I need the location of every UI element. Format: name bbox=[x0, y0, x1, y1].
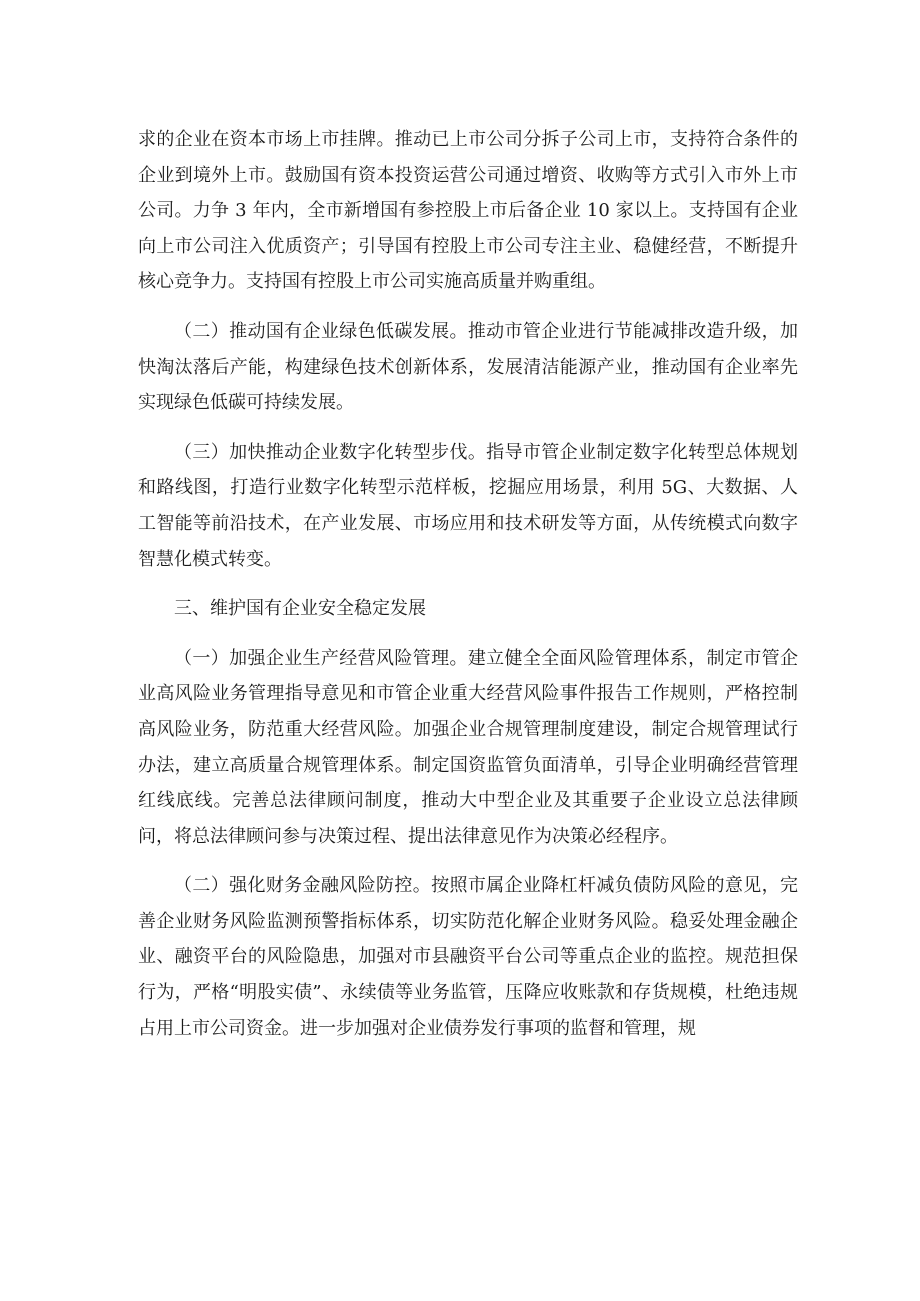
section-heading-safety-stability: 三、维护国有企业安全稳定发展 bbox=[174, 598, 426, 620]
paragraph-financial-risk: （二）强化财务金融风险防控。按照市属企业降杠杆减负债防风险的意见，完善企业财务风险监测预警指标体系，切实防范化解企业财务风险。稳妥处理金融企业、融资平台的风险隐患，加强对市县融资平台公司等重点企业的监控。规范担保行为，严格“明股实债”、永续债等业务监管，压降应收账款和存货规模，杜绝违规占用上市公司资金。进一步加强对企业债券发行事项的监督和管理，规 bbox=[138, 875, 798, 1039]
document-body bbox=[138, 122, 798, 1060]
paragraph-listing-support: 求的企业在资本市场上市挂牌。推动已上市公司分拆子公司上市，支持符合条件的企业到境外上市。鼓励国有资本投资运营公司通过增资、收购等方式引入市外上市公司。力争 3 年内，全市新增国有参控股上市后备企业 10 家以上。支持国有企业向上市公司注入优质资产；引导国有控股上市公司专注主业、稳健经营，不断提升核心竞争力。支持国有控股上市公司实施高质量并购重组。 bbox=[138, 129, 798, 293]
paragraph-digital-transformation: （三）加快推动企业数字化转型步伐。指导市管企业制定数字化转型总体规划和路线图，打造行业数字化转型示范样板，挖掘应用场景，利用 5G、大数据、人工智能等前沿技术，在产业发展、市场应用和技术研发等方面，从传统模式向数字智慧化模式转变。 bbox=[138, 441, 798, 570]
paragraph-operational-risk: （一）加强企业生产经营风险管理。建立健全全面风险管理体系，制定市管企业高风险业务管理指导意见和市管企业重大经营风险事件报告工作规则，严格控制高风险业务，防范重大经营风险。加强企业合规管理制度建设，制定合规管理试行办法，建立高质量合规管理体系。制定国资监管负面清单，引导企业明确经营管理红线底线。完善总法律顾问制度，推动大中型企业及其重要子企业设立总法律顾问，将总法律顾问参与决策过程、提出法律意见作为决策必经程序。 bbox=[138, 647, 798, 847]
paragraph-green-low-carbon: （二）推动国有企业绿色低碳发展。推动市管企业进行节能减排改造升级，加快淘汰落后产能，构建绿色技术创新体系，发展清洁能源产业，推动国有企业率先实现绿色低碳可持续发展。 bbox=[138, 320, 798, 414]
